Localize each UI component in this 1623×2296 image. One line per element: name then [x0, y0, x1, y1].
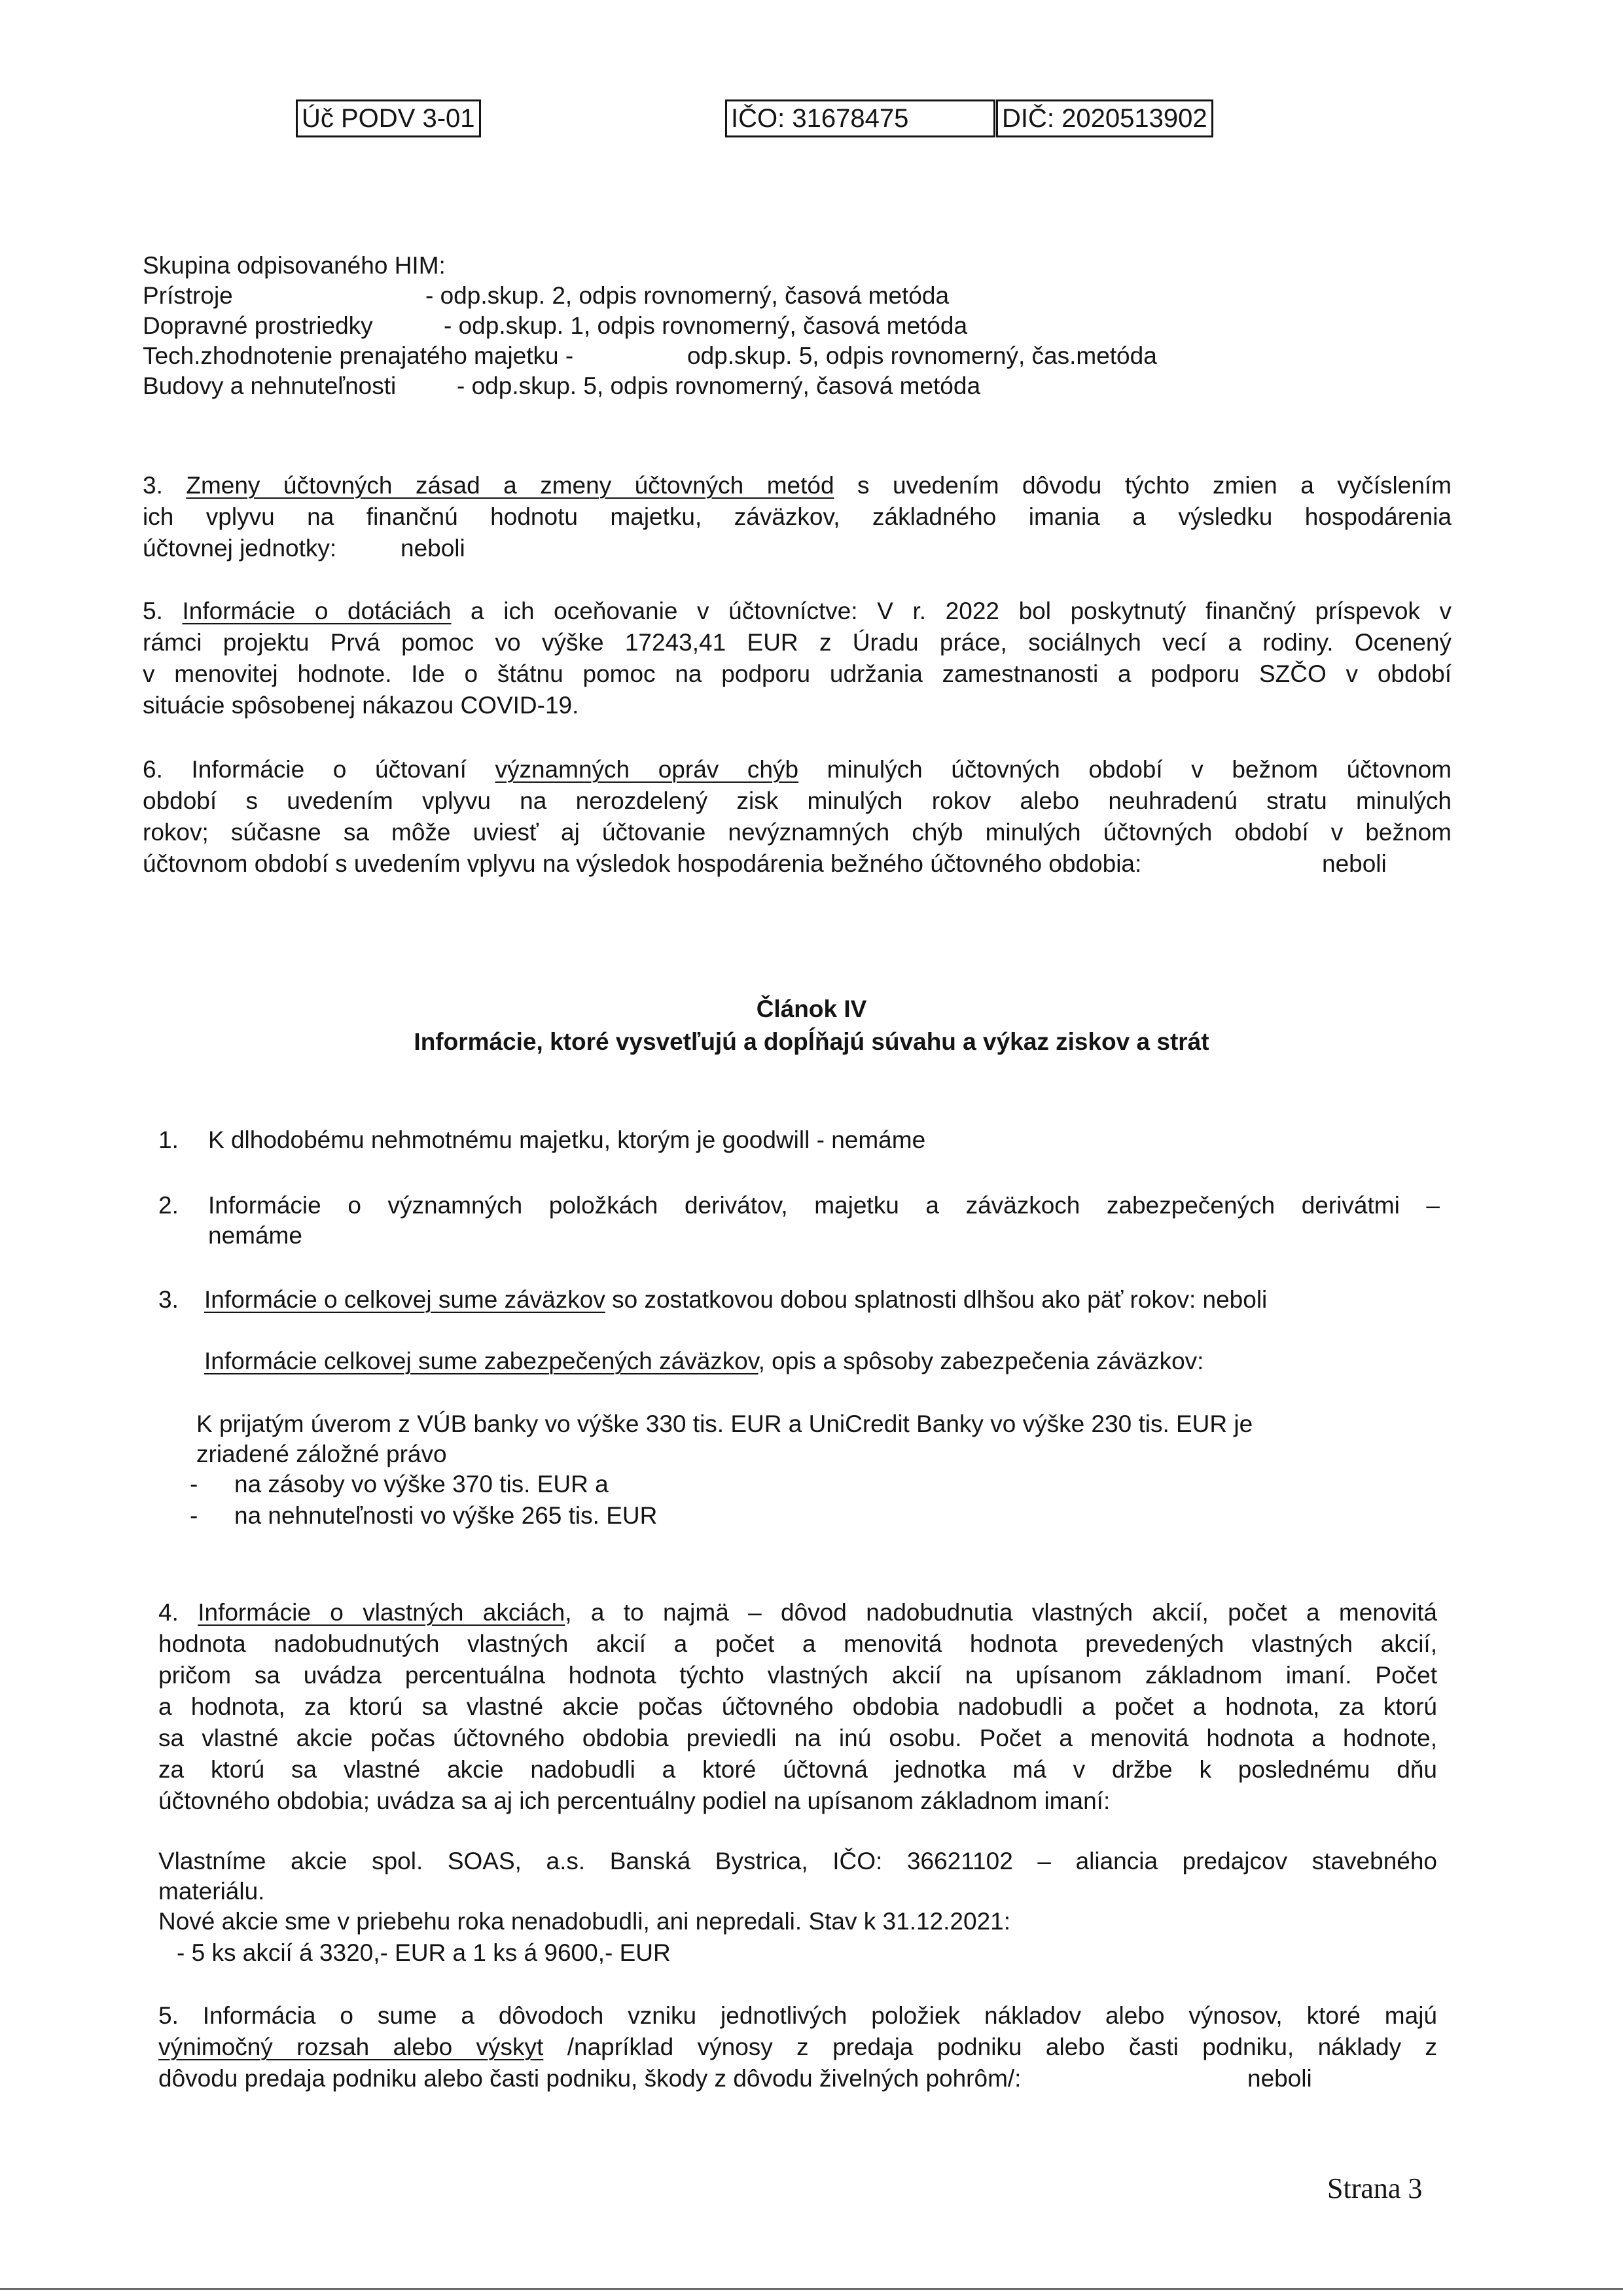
item-3-text: Informácie o celkovej sume záväzkov so zostatkovou dobou splatnosti dlhšou ako päť rokov: neboli	[204, 1286, 1268, 1313]
section-5-line-1: 5. Informácie o dotáciách a ich oceňovanie v účtovníctve: V r. 2022 bol poskytnutý finančný príspevok v	[143, 598, 1452, 624]
section-4-line-7: účtovného obdobia; uvádza sa aj ich percentuálny podiel na upísanom základnom imaní:	[158, 1787, 1111, 1814]
item-2-line-1: Informácie o významných položkách derivátov, majetku a záväzkoch zabezpečených derivátmi –	[208, 1192, 1440, 1219]
page-number: Strana 3	[1327, 2172, 1423, 2204]
section-4-line-6: za ktorú sa vlastné akcie nadobudli a ktoré účtovná jednotka má v držbe k poslednému dňu	[158, 1756, 1437, 1783]
section-6-line-2: období s uvedením vplyvu na nerozdelený zisk minulých rokov alebo neuhradenú stratu minulých	[143, 787, 1452, 814]
section-4-line-3: pričom sa uvádza percentuálna hodnota týchto vlastných akcií na upísanom základnom imaní. Počet	[158, 1662, 1437, 1689]
depreciation-row-name: Dopravné prostriedky	[143, 312, 373, 339]
article-title: Článok IV	[756, 996, 867, 1022]
section-5b-line-2: výnimočný rozsah alebo výskyt /napríklad výnosy z predaja podniku alebo časti podniku, náklady z	[158, 2034, 1438, 2060]
shares-line-4: - 5 ks akcií á 3320,- EUR a 1 ks á 9600,- EUR	[177, 1939, 671, 1966]
section-4-line-1: 4. Informácie o vlastných akciách, a to najmä – dôvod nadobudnutia vlastných akcií, počet a menovitá	[158, 1599, 1438, 1626]
item-2-number: 2.	[158, 1192, 179, 1219]
form-code-box: Úč PODV 3-01	[296, 99, 481, 137]
section-3-line-3: účtovnej jednotky:	[143, 535, 337, 562]
shares-line-2: materiálu.	[158, 1878, 265, 1905]
loans-line-2: zriadené záložné právo	[196, 1441, 447, 1467]
secured-liabilities-underlined-title: Informácie celkovej sume zabezpečených záväzkov	[204, 1348, 758, 1374]
bullet-dash: -	[190, 1502, 198, 1529]
section-3-line-2: ich vplyvu na finančnú hodnotu majetku, záväzkov, základného imania a výsledku hospodárenia	[143, 503, 1452, 530]
depreciation-heading: Skupina odpisovaného HIM:	[143, 252, 446, 279]
item-3-underlined-title: Informácie o celkovej sume záväzkov	[204, 1286, 605, 1313]
shares-line-3: Nové akcie sme v priebehu roka nenadobudli, ani nepredali. Stav k 31.12.2021:	[158, 1908, 1011, 1935]
section-6-line-3: rokov; súčasne sa môže uviesť aj účtovanie nevýznamných chýb minulých účtovných období v bežnom	[143, 819, 1452, 846]
article-subtitle: Informácie, ktoré vysvetľujú a dopĺňajú súvahu a výkaz ziskov a strát	[414, 1028, 1209, 1055]
item-3-number: 3.	[158, 1286, 179, 1313]
loans-bullet-2: na nehnuteľnosti vo výške 265 tis. EUR	[234, 1502, 658, 1529]
section-3-answer: neboli	[401, 535, 465, 562]
section-5-line-2: rámci projektu Prvá pomoc vo výške 17243,41 EUR z Úradu práce, sociálnych vecí a rodiny. Ocenený	[143, 629, 1452, 656]
section-4-underlined-title: Informácie o vlastných akciách	[198, 1599, 565, 1626]
section-5b-line-3: dôvodu predaja podniku alebo časti podniku, škody z dôvodu živelných pohrôm/:	[158, 2065, 1022, 2092]
depreciation-row-name: Tech.zhodnotenie prenajatého majetku -	[143, 342, 574, 369]
section-4-line-5: sa vlastné akcie počas účtovného obdobia previedli na inú osobu. Počet a menovitá hodnota a hodnote,	[158, 1725, 1437, 1751]
item-1-text: K dlhodobému nehmotnému majetku, ktorým je goodwill - nemáme	[208, 1126, 926, 1153]
loans-line-1: K prijatým úverom z VÚB banky vo výške 330 tis. EUR a UniCredit Banky vo výške 230 tis. EUR je	[196, 1410, 1253, 1437]
section-6-line-4: účtovnom období s uvedením vplyvu na výsledok hospodárenia bežného účtovného obdobia:	[143, 850, 1142, 877]
item-2-line-2: nemáme	[208, 1222, 302, 1249]
depreciation-row-detail: - odp.skup. 2, odpis rovnomerný, časová metóda	[425, 282, 950, 309]
loans-bullet-1: na zásoby vo výške 370 tis. EUR a	[234, 1471, 609, 1498]
dic-box: DIČ: 2020513902	[996, 99, 1213, 137]
section-6-answer: neboli	[1322, 850, 1387, 877]
depreciation-row-name: Budovy a nehnuteľnosti	[143, 372, 397, 399]
ico-box: IČO: 31678475	[725, 99, 995, 137]
depreciation-row-detail: - odp.skup. 5, odpis rovnomerný, časová metóda	[457, 372, 981, 399]
item-1-number: 1.	[158, 1126, 179, 1153]
section-4-line-2: hodnota nadobudnutých vlastných akcií a počet a menovitá hodnota prevedených vlastných akcií,	[158, 1630, 1437, 1657]
section-5-line-4: situácie spôsobenej nákazou COVID-19.	[143, 692, 579, 719]
section-5-underlined-title: Informácie o dotáciách	[182, 598, 452, 624]
section-6-underlined-title: významných opráv chýb	[495, 756, 799, 783]
section-3-underlined-title: Zmeny účtovných zásad a zmeny účtovných metód	[186, 472, 834, 499]
section-6-line-1: 6. Informácie o účtovaní významných opráv chýb minulých účtovných období v bežnom účtovnom	[143, 756, 1452, 783]
section-5b-underlined-title: výnimočný rozsah alebo výskyt	[158, 2034, 544, 2060]
section-5b-answer: neboli	[1247, 2065, 1312, 2092]
depreciation-row-detail: odp.skup. 5, odpis rovnomerný, čas.metóda	[687, 342, 1157, 369]
scan-edge-divider	[0, 2288, 1623, 2290]
depreciation-row-detail: - odp.skup. 1, odpis rovnomerný, časová metóda	[444, 312, 968, 339]
bullet-dash: -	[190, 1471, 198, 1498]
shares-line-1: Vlastníme akcie spol. SOAS, a.s. Banská Bystrica, IČO: 36621102 – aliancia predajcov stavebného	[158, 1848, 1437, 1874]
depreciation-row-name: Prístroje	[143, 282, 233, 309]
section-5-line-3: v menovitej hodnote. Ide o štátnu pomoc na podporu udržania zamestnanosti a podporu SZČO v období	[143, 660, 1452, 687]
section-5b-line-1: 5. Informácia o sume a dôvodoch vzniku jednotlivých položiek nákladov alebo výnosov, ktoré majú	[158, 2002, 1437, 2029]
section-3-line-1: 3. Zmeny účtovných zásad a zmeny účtovných metód s uvedením dôvodu týchto zmien a vyčíslením	[143, 472, 1452, 499]
section-4-line-4: a hodnota, za ktorú sa vlastné akcie počas účtovného obdobia nadobudli a počet a hodnota, za ktorú	[158, 1693, 1437, 1720]
secured-liabilities-line: Informácie celkovej sume zabezpečených záväzkov, opis a spôsoby zabezpečenia záväzkov:	[204, 1348, 1204, 1374]
